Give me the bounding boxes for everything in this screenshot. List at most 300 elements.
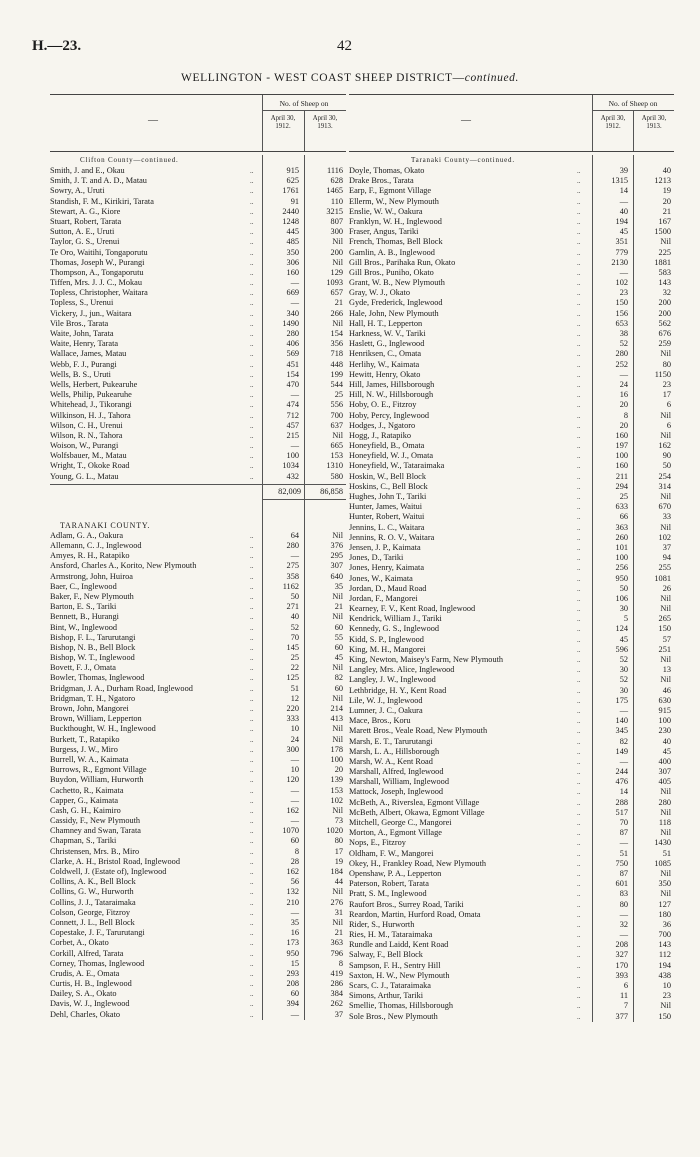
- sheep-1912: —: [619, 930, 628, 940]
- sheep-1913: 13: [662, 665, 671, 675]
- sheep-1912: 125: [286, 673, 299, 683]
- leader-dots: ..: [577, 890, 581, 899]
- table-row: [349, 339, 674, 349]
- leader-dots: ..: [577, 737, 581, 746]
- owner-name: Haslett, G., Inglewood: [349, 339, 425, 349]
- sheep-1912: 170: [615, 960, 628, 970]
- leader-dots: ..: [577, 696, 581, 705]
- sheep-1913: Nil: [660, 410, 671, 420]
- leader-dots: ..: [577, 880, 581, 889]
- total-1913: 86,858: [320, 486, 343, 496]
- table-row: [349, 472, 674, 482]
- owner-name: Colson, George, Fitzroy: [50, 907, 131, 917]
- sheep-1912: —: [290, 1009, 299, 1019]
- table-row: [349, 981, 674, 991]
- leader-dots: ..: [577, 808, 581, 817]
- table-row: [50, 572, 346, 582]
- leader-dots: ..: [250, 299, 254, 308]
- header-sheep-label: No. of Sheep on: [279, 99, 329, 108]
- leader-dots: ..: [250, 442, 254, 451]
- section-heading: TARANAKI COUNTY.: [60, 520, 151, 530]
- sheep-1913: 438: [658, 970, 671, 980]
- owner-name: Drake Bros., Tarata: [349, 176, 414, 186]
- sheep-1913: 100: [330, 754, 343, 764]
- table-row: [50, 551, 346, 561]
- owner-name: Honeyfield, B., Omata: [349, 441, 425, 451]
- table-row: [349, 624, 674, 634]
- sheep-1913: 23: [662, 991, 671, 1001]
- sheep-1912: —: [290, 298, 299, 308]
- owner-name: Smellie, Thomas, Hillsborough: [349, 1001, 454, 1011]
- sheep-1913: Nil: [332, 724, 343, 734]
- sheep-1912: 23: [619, 288, 628, 298]
- owner-name: Sampson, F. H., Sentry Hill: [349, 960, 441, 970]
- sheep-1912: 22: [290, 663, 299, 673]
- table-row: [50, 227, 346, 237]
- leader-dots: ..: [577, 228, 581, 237]
- table-row: [349, 594, 674, 604]
- table-row: [50, 887, 346, 897]
- table-row: [50, 623, 346, 633]
- sheep-1912: 50: [290, 591, 299, 601]
- sheep-1912: 8: [623, 410, 628, 420]
- sheep-1912: 83: [619, 889, 628, 899]
- sheep-1913: 25: [334, 390, 343, 400]
- table-row: [349, 278, 674, 288]
- leader-dots: ..: [250, 370, 254, 379]
- table-row: [349, 828, 674, 838]
- table-row: [349, 421, 674, 431]
- table-row: [50, 735, 346, 745]
- sheep-1913: Nil: [660, 492, 671, 501]
- table-row: [349, 380, 674, 390]
- sheep-1913: 143: [658, 940, 671, 950]
- owner-name: Pratt, S. M., Inglewood: [349, 889, 427, 899]
- table-row: [50, 411, 346, 421]
- table-row: [349, 737, 674, 747]
- document-reference: H.—23.: [32, 38, 82, 54]
- sheep-1913: 118: [658, 818, 671, 827]
- sheep-1913: 19: [662, 186, 671, 196]
- leader-dots: ..: [577, 747, 581, 756]
- table-row: [349, 971, 674, 981]
- owner-name: Wilkinson, H. J., Tahora: [50, 410, 131, 420]
- owner-name: Corbet, A., Okato: [50, 938, 109, 948]
- table-row: [50, 755, 346, 765]
- sheep-1913: 10: [662, 981, 671, 990]
- table-row: [349, 349, 674, 359]
- sheep-1912: 327: [615, 950, 628, 960]
- owner-name: Collins, A. K., Bell Block: [50, 877, 136, 887]
- leader-dots: ..: [577, 482, 581, 491]
- owner-name: Herlihy, W., Kaimata: [349, 359, 420, 369]
- leader-dots: ..: [577, 778, 581, 787]
- leader-dots: ..: [250, 177, 254, 186]
- owner-name: Nops, E., Fitzroy: [349, 838, 406, 848]
- owner-name: Gill Bros., Parihaka Run, Okato: [349, 257, 456, 267]
- owner-name: Burgess, J. W., Miro: [50, 744, 118, 754]
- owner-name: Mitchell, George C., Mangorei: [349, 818, 452, 827]
- owner-name: Collins, G. W., Hurworth: [50, 887, 134, 897]
- leader-dots: ..: [250, 888, 254, 897]
- sheep-1913: 419: [330, 968, 343, 978]
- sheep-1913: 82: [334, 673, 343, 683]
- sheep-1913: Nil: [332, 257, 343, 267]
- sheep-1913: Nil: [332, 663, 343, 673]
- table-row: [50, 908, 346, 918]
- table-row: [50, 451, 346, 461]
- leader-dots: ..: [577, 900, 581, 909]
- sheep-1913: 413: [330, 714, 343, 724]
- sheep-1912: 40: [290, 612, 299, 622]
- owner-name: Tiffen, Mrs. J. J. C., Mokau: [50, 278, 142, 288]
- sheep-1912: 197: [615, 441, 628, 451]
- table-row: [50, 684, 346, 694]
- sheep-1913: 254: [658, 471, 671, 481]
- sheep-1913: 265: [658, 614, 671, 624]
- sheep-1912: 294: [615, 481, 628, 491]
- table-row: [50, 969, 346, 979]
- sheep-1913: Nil: [660, 807, 671, 817]
- sheep-1913: 225: [658, 247, 671, 257]
- sheep-1913: Nil: [332, 805, 343, 815]
- sheep-1913: 31: [334, 907, 343, 917]
- sheep-1912: 377: [615, 1011, 628, 1021]
- sheep-1912: 16: [619, 390, 628, 400]
- sheep-1913: 60: [334, 622, 343, 632]
- owner-name: Stuart, Robert, Tarata: [50, 216, 122, 226]
- owner-name: Lethbridge, H. Y., Kent Road: [349, 685, 447, 695]
- leader-dots: ..: [250, 452, 254, 461]
- sheep-1912: 70: [290, 632, 299, 642]
- table-row: [50, 339, 346, 349]
- sheep-1912: 1070: [282, 826, 299, 836]
- sheep-1913: 153: [330, 785, 343, 795]
- sheep-1912: 256: [615, 563, 628, 573]
- owner-name: Bint, W., Inglewood: [50, 622, 118, 632]
- leader-dots: ..: [577, 666, 581, 675]
- sheep-1912: 100: [286, 451, 299, 461]
- sheep-1913: Nil: [660, 349, 671, 359]
- sheep-1912: 470: [286, 379, 299, 389]
- owner-name: Barton, E. S., Tariki: [50, 602, 117, 612]
- page-title: [0, 72, 700, 84]
- table-row: [50, 278, 346, 288]
- owner-name: Jordan, D., Maud Road: [349, 583, 427, 593]
- sheep-1913: 17: [334, 846, 343, 856]
- leader-dots: ..: [577, 635, 581, 644]
- leader-dots: ..: [577, 727, 581, 736]
- owner-name: Marsh, E. T., Tarurutangi: [349, 736, 433, 746]
- sheep-1912: 160: [615, 430, 628, 440]
- sheep-1913: 3215: [326, 206, 343, 216]
- sheep-1913: 55: [334, 632, 343, 642]
- sheep-1913: 60: [334, 683, 343, 693]
- table-row: [50, 541, 346, 551]
- sheep-1912: 80: [619, 899, 628, 909]
- owner-name: Hale, John, New Plymouth: [349, 308, 439, 318]
- owner-name: Hunter, Robert, Waitui: [349, 512, 425, 522]
- table-row: [349, 716, 674, 726]
- owner-name: Vickery, J., jun., Waitara: [50, 308, 132, 318]
- table-row: [349, 696, 674, 706]
- sheep-1913: 286: [330, 979, 343, 989]
- leader-dots: ..: [577, 645, 581, 654]
- leader-dots: ..: [577, 992, 581, 1001]
- leader-dots: ..: [250, 350, 254, 359]
- leader-dots: ..: [250, 572, 254, 581]
- sheep-1912: 220: [286, 704, 299, 713]
- owner-name: Cash, G. H., Kaimiro: [50, 805, 121, 815]
- sheep-1913: Nil: [332, 237, 343, 247]
- table-row: [50, 258, 346, 268]
- leader-dots: ..: [577, 238, 581, 247]
- leader-dots: ..: [577, 330, 581, 338]
- leader-dots: ..: [577, 340, 581, 349]
- table-row: [50, 166, 346, 176]
- owner-name: Kearney, F. V., Kent Road, Inglewood: [349, 604, 476, 614]
- leader-dots: ..: [250, 715, 254, 724]
- sheep-1913: 26: [662, 583, 671, 593]
- leader-dots: ..: [577, 717, 581, 726]
- table-row: [50, 197, 346, 207]
- sheep-1913: 1085: [654, 858, 671, 868]
- sheep-1913: 262: [330, 999, 343, 1009]
- owner-name: Armstrong, John, Huiroa: [50, 571, 133, 581]
- table-row: [349, 706, 674, 716]
- table-row: [349, 370, 674, 380]
- sheep-1913: 50: [662, 461, 671, 471]
- sheep-1913: Nil: [660, 1001, 671, 1011]
- table-row: [50, 826, 346, 836]
- table-row: [349, 787, 674, 797]
- sheep-1912: 51: [290, 683, 299, 693]
- leader-dots: ..: [577, 819, 581, 827]
- owner-name: Gill Bros., Puniho, Okato: [349, 267, 434, 277]
- owner-name: Bishop, W. T., Inglewood: [50, 653, 135, 663]
- table-row: [349, 808, 674, 818]
- sheep-1912: 244: [615, 767, 628, 777]
- owner-name: Jennins, L. C., Waitara: [349, 522, 425, 532]
- sheep-1912: 211: [615, 471, 628, 481]
- leader-dots: ..: [577, 503, 581, 512]
- sheep-1912: 50: [619, 583, 628, 593]
- sheep-1913: 46: [662, 685, 671, 695]
- sheep-1912: 596: [615, 644, 628, 654]
- owner-name: Raufort Bros., Surrey Road, Tariki: [349, 899, 464, 909]
- leader-dots: ..: [577, 859, 581, 868]
- sheep-1912: 280: [286, 541, 299, 550]
- sheep-1913: Nil: [660, 868, 671, 878]
- sheep-1912: 208: [286, 979, 299, 989]
- owner-name: King, Newton, Maisey's Farm, New Plymouth: [349, 655, 504, 664]
- sheep-1913: 665: [330, 441, 343, 451]
- owner-name: Openshaw, P. A., Lepperton: [349, 868, 442, 878]
- sheep-1912: 271: [286, 602, 299, 612]
- sheep-1913: Nil: [332, 318, 343, 328]
- sheep-1912: 20: [619, 400, 628, 410]
- table-row: [50, 847, 346, 857]
- sheep-1913: 153: [330, 451, 343, 461]
- owner-name: French, Thomas, Bell Block: [349, 237, 443, 247]
- sheep-1913: 583: [658, 267, 671, 277]
- owner-name: Paterson, Robert, Tarata: [349, 879, 429, 889]
- sheep-1913: 37: [334, 1009, 343, 1019]
- owner-name: Dehl, Charles, Okato: [50, 1009, 121, 1019]
- sheep-1913: 19: [334, 856, 343, 866]
- sheep-1913: 1310: [326, 461, 343, 471]
- owner-name: Marsh, W. A., Kent Road: [349, 756, 433, 766]
- owner-name: Topless, Christopher, Waitara: [50, 288, 148, 298]
- leader-dots: ..: [250, 684, 254, 693]
- sheep-1912: 457: [286, 420, 299, 430]
- table-row: [349, 329, 674, 339]
- owner-name: Chapman, S., Tariki: [50, 836, 117, 846]
- column-rule: [592, 155, 593, 1022]
- sheep-1913: 796: [330, 948, 343, 958]
- table-row: [50, 999, 346, 1009]
- table-row: [50, 765, 346, 775]
- owner-name: McBeth, A., Riverslea, Egmont Village: [349, 797, 480, 807]
- table-row: [50, 441, 346, 451]
- sheep-1913: Nil: [332, 430, 343, 440]
- leader-dots: ..: [250, 319, 254, 328]
- leader-dots: ..: [577, 248, 581, 257]
- sheep-1912: 1761: [282, 186, 299, 196]
- table-row: [349, 818, 674, 828]
- header-col-1913: April 30, 1913.: [312, 115, 338, 130]
- sheep-1913: 194: [658, 960, 671, 970]
- sheep-1913: 60: [334, 642, 343, 652]
- sheep-1912: 60: [290, 836, 299, 846]
- table-row: [50, 949, 346, 959]
- owner-name: Ries, H. M., Tataraimaka: [349, 930, 433, 940]
- owner-name: Corkill, Alfred, Tarata: [50, 948, 124, 958]
- header-col-divider: [304, 110, 305, 151]
- owner-name: Wallace, James, Matau: [50, 349, 127, 359]
- sheep-1912: 2130: [611, 257, 628, 267]
- sheep-1913: 376: [330, 541, 343, 550]
- table-row: [50, 612, 346, 622]
- table-row: [349, 248, 674, 258]
- owner-name: Corney, Thomas, Inglewood: [50, 958, 145, 968]
- owner-name: Wells, Herbert, Pukearuhe: [50, 379, 138, 389]
- sheep-1912: 66: [619, 512, 628, 522]
- leader-dots: ..: [577, 564, 581, 573]
- sheep-1913: 94: [662, 553, 671, 563]
- owner-name: Jones, D., Tariki: [349, 553, 404, 563]
- table-row: [349, 961, 674, 971]
- table-row: [349, 319, 674, 329]
- leader-dots: ..: [250, 776, 254, 785]
- sheep-1913: 1213: [654, 176, 671, 186]
- sheep-1912: 333: [286, 714, 299, 724]
- page-header: [32, 38, 672, 58]
- sheep-1912: 10: [290, 724, 299, 734]
- sheep-1913: 33: [662, 512, 671, 522]
- sheep-1913: 350: [658, 879, 671, 889]
- sheep-1912: 476: [615, 777, 628, 787]
- leader-dots: ..: [250, 806, 254, 815]
- sheep-1912: 45: [619, 227, 628, 237]
- sheep-1912: 100: [615, 451, 628, 461]
- table-row: [50, 561, 346, 571]
- leader-dots: ..: [577, 268, 581, 277]
- leader-dots: ..: [250, 898, 254, 907]
- sheep-1912: 160: [286, 267, 299, 277]
- leader-dots: ..: [577, 676, 581, 685]
- table-row: [349, 859, 674, 869]
- sheep-1912: 15: [290, 958, 299, 968]
- sheep-1913: Nil: [660, 675, 671, 685]
- leader-dots: ..: [577, 411, 581, 420]
- sheep-1913: 21: [662, 206, 671, 216]
- table-row: [50, 796, 346, 806]
- table-row: [50, 380, 346, 390]
- sheep-1913: 295: [330, 551, 343, 561]
- sheep-1912: 52: [290, 622, 299, 632]
- sheep-1912: 70: [619, 818, 628, 827]
- table-row: [349, 360, 674, 370]
- table-row: [349, 930, 674, 940]
- sheep-1912: 779: [615, 247, 628, 257]
- owner-name: Waite, John, Tarata: [50, 329, 114, 338]
- sheep-1913: 6: [666, 420, 671, 430]
- leader-dots: ..: [250, 248, 254, 257]
- sheep-1913: 556: [330, 400, 343, 410]
- right-table-body: [349, 155, 674, 1022]
- leader-dots: ..: [577, 941, 581, 950]
- leader-dots: ..: [577, 177, 581, 186]
- owner-name: Gray, W. J., Okato: [349, 288, 410, 298]
- header-dash: —: [461, 115, 471, 126]
- table-row: [50, 370, 346, 380]
- table-row: [349, 461, 674, 471]
- table-row: [349, 492, 674, 502]
- table-row: [349, 431, 674, 441]
- sheep-1913: 17: [662, 390, 671, 400]
- header-col-1913: April 30, 1913.: [641, 115, 667, 130]
- leader-dots: ..: [577, 839, 581, 848]
- owner-name: Dailey, S. A., Okato: [50, 989, 117, 999]
- table-row: [349, 176, 674, 186]
- sheep-1913: 384: [330, 989, 343, 999]
- owner-name: Okey, H., Frankley Road, New Plymouth: [349, 858, 487, 868]
- sheep-1913: 80: [662, 359, 671, 369]
- sheep-1912: 350: [286, 247, 299, 257]
- leader-dots: ..: [250, 228, 254, 237]
- sheep-1912: 208: [615, 940, 628, 950]
- leader-dots: ..: [577, 187, 581, 196]
- owner-name: Coldwell, J. (Estate of), Inglewood: [50, 867, 167, 876]
- table-row: [349, 207, 674, 217]
- table-row: [349, 288, 674, 298]
- table-row: [349, 757, 674, 767]
- sheep-1912: 215: [286, 430, 299, 440]
- sheep-1913: Nil: [332, 917, 343, 927]
- table-row: [50, 431, 346, 441]
- sheep-1912: 56: [290, 877, 299, 887]
- sheep-1913: 259: [658, 339, 671, 349]
- table-row: [50, 268, 346, 278]
- table-row: [349, 614, 674, 624]
- sheep-1913: 255: [658, 563, 671, 573]
- owner-name: Franklyn, W. H., Inglewood: [349, 216, 442, 226]
- leader-dots: ..: [250, 279, 254, 288]
- leader-dots: ..: [577, 319, 581, 328]
- sheep-1912: 653: [615, 318, 628, 328]
- owner-name: Webb, F. J., Purangi: [50, 359, 117, 369]
